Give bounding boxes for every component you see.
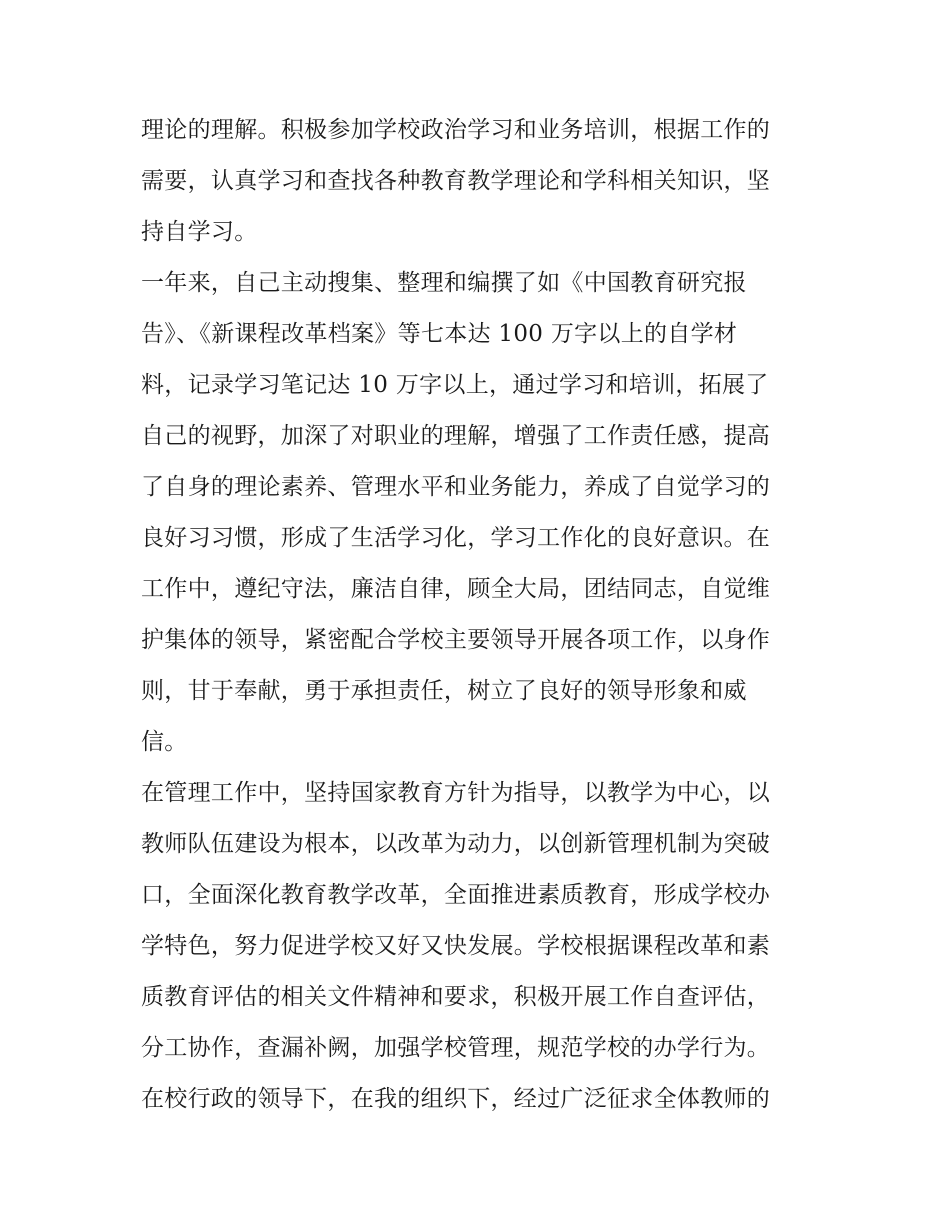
body-text [141,108,821,1128]
text-line: 一年来，自己主动搜集、整理和编撰了如《中国教育研究报 [141,270,747,296]
text-line: 口，全面深化教育教学改革，全面推进素质教育，形成学校办 [141,882,771,908]
text-line: 了自身的理论素养、管理水平和业务能力，养成了自觉学习的 [141,474,771,500]
text-line: 理论的理解。积极参加学校政治学习和业务培训，根据工作的 [141,117,771,143]
text-line: 护集体的领导，紧密配合学校主要领导开展各项工作，以身作 [141,627,771,653]
text-line: 教师队伍建设为根本，以改革为动力，以创新管理机制为突破 [141,831,771,857]
text-line: 自己的视野，加深了对职业的理解，增强了工作责任感，提高 [141,423,771,449]
text-line: 在管理工作中，坚持国家教育方针为指导，以教学为中心，以 [141,780,771,806]
text-line: 工作中，遵纪守法，廉洁自律，顾全大局，团结同志，自觉维 [141,576,771,602]
text-line: 分工协作，查漏补阙，加强学校管理，规范学校的办学行为。 [141,1035,771,1061]
text-line: 则，甘于奉献，勇于承担责任，树立了良好的领导形象和威 [141,678,747,704]
text-line: 需要，认真学习和查找各种教育教学理论和学科相关知识，坚 [141,168,771,194]
text-line: 学特色，努力促进学校又好又快发展。学校根据课程改革和素 [141,933,771,959]
text-line: 质教育评估的相关文件精神和要求，积极开展工作自查评估， [141,984,771,1010]
text-line: 告》、《新课程改革档案》等七本达 100 万字以上的自学材 [141,321,738,347]
text-line: 料，记录学习笔记达 10 万字以上，通过学习和培训，拓展了 [141,372,769,398]
text-line: 良好习习惯，形成了生活学习化，学习工作化的良好意识。在 [141,525,771,551]
text-line: 持自学习。 [141,219,258,245]
text-line: 在校行政的领导下，在我的组织下，经过广泛征求全体教师的 [141,1086,771,1112]
text-line: 信。 [141,729,188,755]
